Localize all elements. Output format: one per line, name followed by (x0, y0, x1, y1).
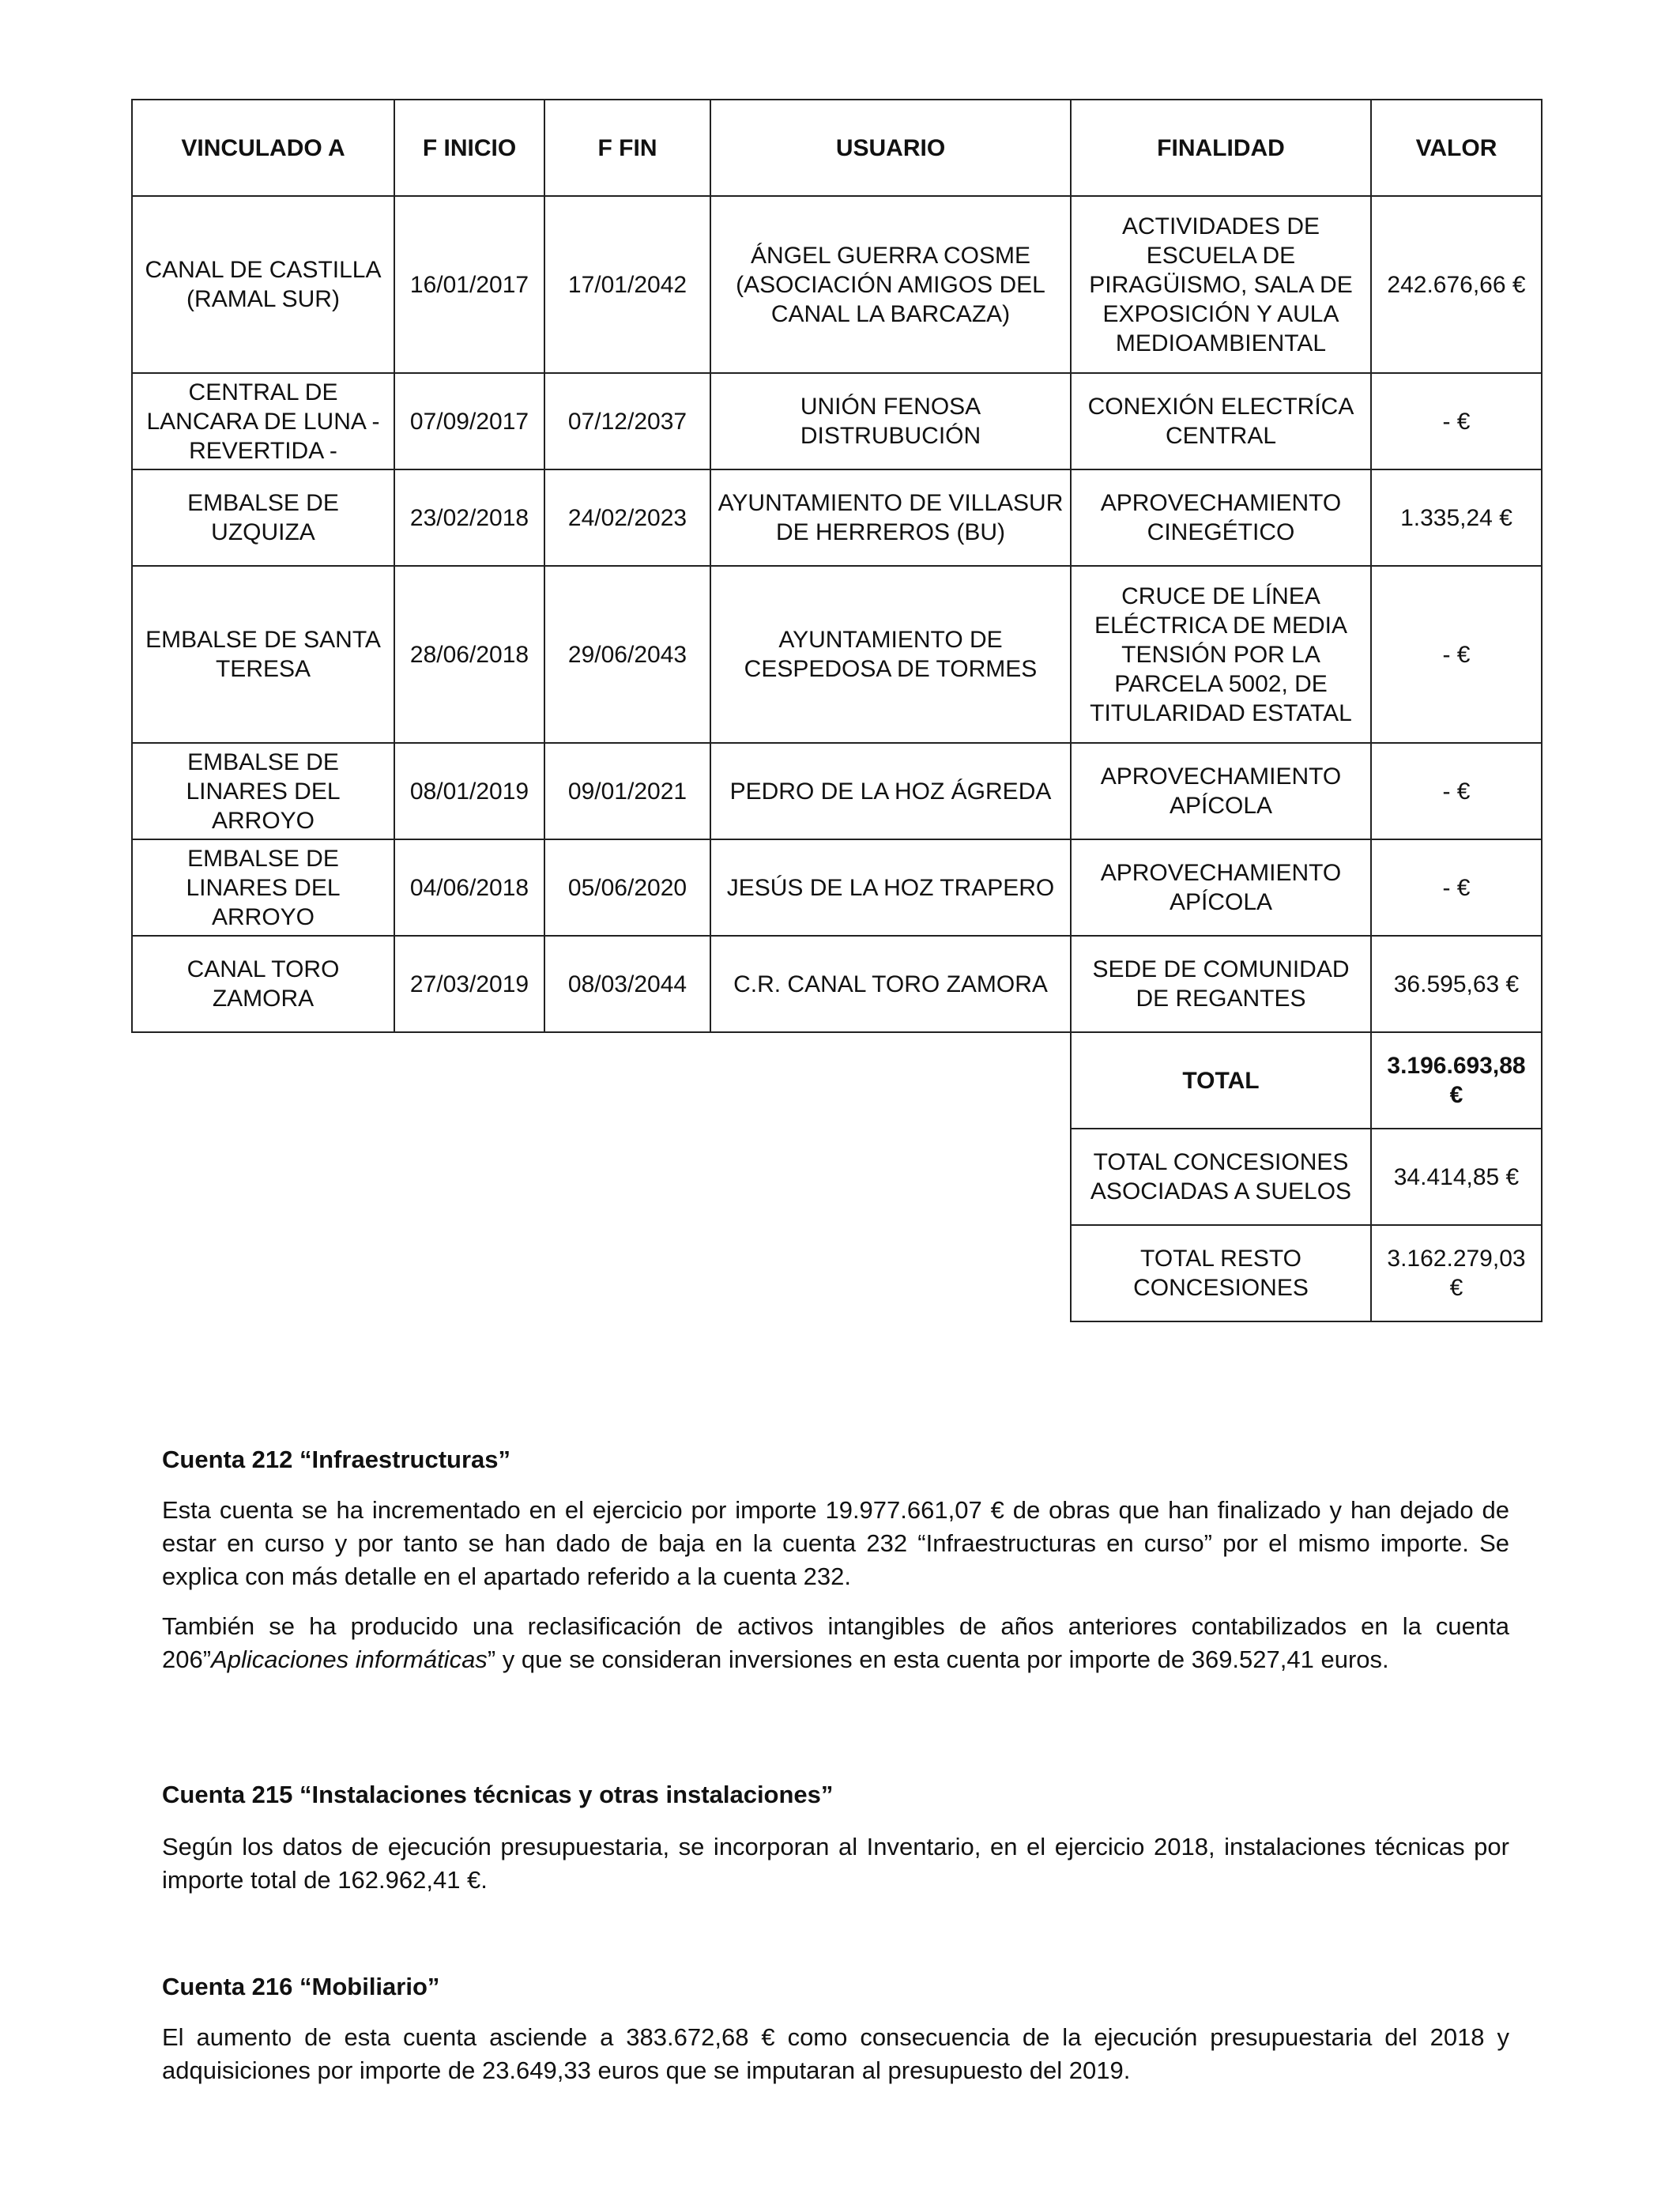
cell-valor: 1.335,24 € (1371, 469, 1542, 566)
cell-valor: - € (1371, 373, 1542, 469)
cell-f-inicio: 16/01/2017 (394, 196, 544, 373)
cell-f-inicio: 08/01/2019 (394, 743, 544, 839)
total-resto-value: 3.162.279,03 € (1371, 1225, 1542, 1321)
cell-valor: - € (1371, 566, 1542, 743)
col-header-vinculado: VINCULADO A (132, 100, 394, 196)
table-row (132, 373, 1542, 469)
cell-valor: 242.676,66 € (1371, 196, 1542, 373)
cell-f-fin: 09/01/2021 (544, 743, 710, 839)
cell-f-fin: 29/06/2043 (544, 566, 710, 743)
cell-vinculado: CENTRAL DE LANCARA DE LUNA - REVERTIDA - (132, 373, 394, 469)
total-value: 3.196.693,88 € (1371, 1032, 1542, 1129)
cell-finalidad: ACTIVIDADES DE ESCUELA DE PIRAGÜISMO, SALA DE EXPOSICIÓN Y AULA MEDIOAMBIENTAL (1071, 196, 1371, 373)
section-heading-216: Cuenta 216 “Mobiliario” (162, 1973, 440, 2000)
cell-finalidad: CRUCE DE LÍNEA ELÉCTRICA DE MEDIA TENSIÓN POR LA PARCELA 5002, DE TITULARIDAD ESTATAL (1071, 566, 1371, 743)
cell-usuario: PEDRO DE LA HOZ ÁGREDA (710, 743, 1071, 839)
cell-finalidad: APROVECHAMIENTO CINEGÉTICO (1071, 469, 1371, 566)
cell-usuario: ÁNGEL GUERRA COSME (ASOCIACIÓN AMIGOS DEL CANAL LA BARCAZA) (710, 196, 1071, 373)
cell-usuario: JESÚS DE LA HOZ TRAPERO (710, 839, 1071, 936)
table-row (132, 566, 1542, 743)
cell-f-fin: 08/03/2044 (544, 936, 710, 1032)
table-row (132, 839, 1542, 936)
cell-finalidad: CONEXIÓN ELECTRÍCA CENTRAL (1071, 373, 1371, 469)
cell-valor: 36.595,63 € (1371, 936, 1542, 1032)
cell-f-fin: 24/02/2023 (544, 469, 710, 566)
cell-vinculado: CANAL TORO ZAMORA (132, 936, 394, 1032)
col-header-usuario: USUARIO (710, 100, 1071, 196)
col-header-valor: VALOR (1371, 100, 1542, 196)
section-heading-212: Cuenta 212 “Infraestructuras” (162, 1446, 511, 1473)
cell-finalidad: APROVECHAMIENTO APÍCOLA (1071, 743, 1371, 839)
cell-usuario: UNIÓN FENOSA DISTRUBUCIÓN (710, 373, 1071, 469)
concessions-table (131, 99, 1543, 1322)
cell-f-fin: 05/06/2020 (544, 839, 710, 936)
cell-f-fin: 17/01/2042 (544, 196, 710, 373)
cell-vinculado: EMBALSE DE SANTA TERESA (132, 566, 394, 743)
total-resto-label: TOTAL RESTO CONCESIONES (1071, 1225, 1371, 1321)
cell-f-fin: 07/12/2037 (544, 373, 710, 469)
paragraph-212-1: Esta cuenta se ha incrementado en el ejercicio por importe 19.977.661,07 € de obras que han finalizado y han dejado de estar en curso y por tanto se han dado de baja en la cuenta 232 “Infraestructuras en curso” por el mismo importe. Se explica con más detalle en el apartado referido a la cuenta 232. (162, 1496, 1509, 1590)
table-row (132, 936, 1542, 1032)
total-suelos-value: 34.414,85 € (1371, 1129, 1542, 1225)
cell-valor: - € (1371, 743, 1542, 839)
paragraph-212-2: También se ha producido una reclasificación de activos intangibles de años anteriores contabilizados en la cuenta 206”Aplicaciones informáticas” y que se consideran inversiones en esta cuenta por importe de 369.527,41 euros. (162, 1612, 1509, 1673)
paragraph-216-1: El aumento de esta cuenta asciende a 383.672,68 € como consecuencia de la ejecución presupuestaria del 2018 y adquisiciones por importe de 23.649,33 euros que se imputaran al presupuesto del 2019. (162, 2023, 1509, 2084)
cell-f-inicio: 23/02/2018 (394, 469, 544, 566)
cell-vinculado: EMBALSE DE LINARES DEL ARROYO (132, 743, 394, 839)
cell-usuario: AYUNTAMIENTO DE CESPEDOSA DE TORMES (710, 566, 1071, 743)
total-suelos-row (132, 1129, 1542, 1225)
paragraph-215-1: Según los datos de ejecución presupuestaria, se incorporan al Inventario, en el ejercicio 2018, instalaciones técnicas por importe total de 162.962,41 €. (162, 1833, 1509, 1894)
cell-vinculado: CANAL DE CASTILLA (RAMAL SUR) (132, 196, 394, 373)
cell-valor: - € (1371, 839, 1542, 936)
total-label: TOTAL (1071, 1032, 1371, 1129)
cell-usuario: C.R. CANAL TORO ZAMORA (710, 936, 1071, 1032)
table-row (132, 469, 1542, 566)
cell-f-inicio: 28/06/2018 (394, 566, 544, 743)
total-suelos-label: TOTAL CONCESIONES ASOCIADAS A SUELOS (1071, 1129, 1371, 1225)
table-row (132, 743, 1542, 839)
cell-f-inicio: 04/06/2018 (394, 839, 544, 936)
col-header-f-fin: F FIN (544, 100, 710, 196)
cell-f-inicio: 07/09/2017 (394, 373, 544, 469)
cell-vinculado: EMBALSE DE LINARES DEL ARROYO (132, 839, 394, 936)
cell-f-inicio: 27/03/2019 (394, 936, 544, 1032)
cell-finalidad: APROVECHAMIENTO APÍCOLA (1071, 839, 1371, 936)
col-header-f-inicio: F INICIO (394, 100, 544, 196)
total-resto-row (132, 1225, 1542, 1321)
cell-finalidad: SEDE DE COMUNIDAD DE REGANTES (1071, 936, 1371, 1032)
table-header-row (132, 100, 1542, 196)
total-row (132, 1032, 1542, 1129)
section-heading-215: Cuenta 215 “Instalaciones técnicas y otras instalaciones” (162, 1781, 834, 1808)
cell-vinculado: EMBALSE DE UZQUIZA (132, 469, 394, 566)
table-row (132, 196, 1542, 373)
col-header-finalidad: FINALIDAD (1071, 100, 1371, 196)
cell-usuario: AYUNTAMIENTO DE VILLASUR DE HERREROS (BU) (710, 469, 1071, 566)
